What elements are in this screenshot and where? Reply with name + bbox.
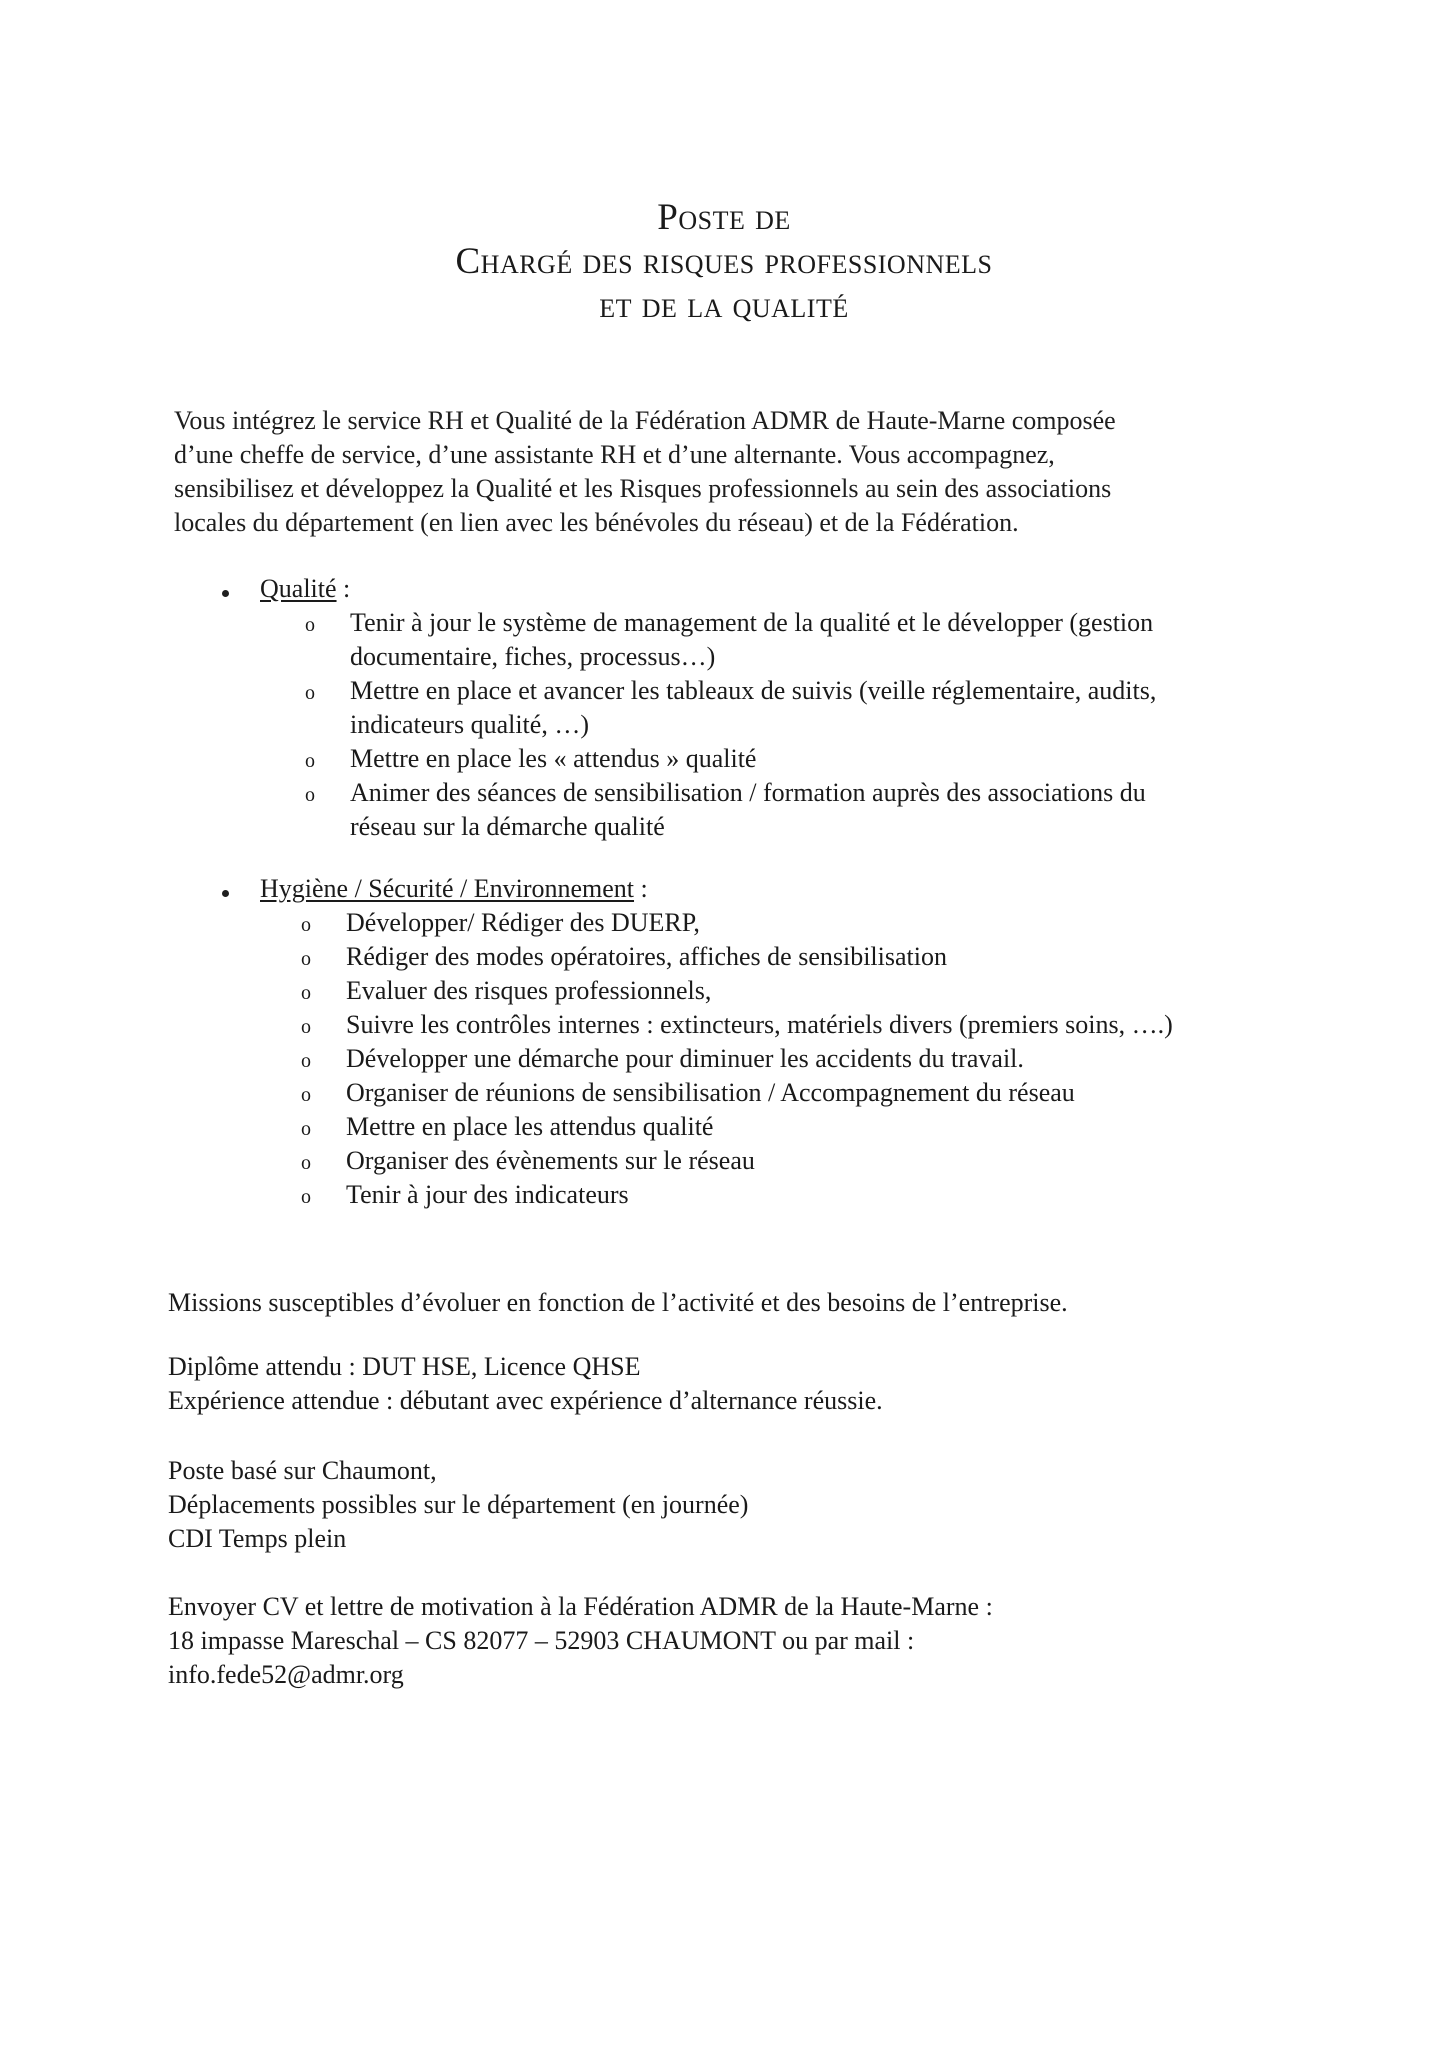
circle-bullet-icon: o	[305, 784, 315, 806]
missions-text: Missions susceptibles d’évoluer en fonction de l’activité et des besoins de l’entreprise.	[168, 1288, 1068, 1317]
list-item: o Organiser des évènements sur le réseau	[346, 1144, 1173, 1178]
bullet-icon	[222, 890, 229, 897]
list-item: o Evaluer des risques professionnels,	[346, 974, 1173, 1008]
title-line-3: et de la qualité	[599, 285, 849, 326]
list-item: o Tenir à jour le système de management de la qualité et le développer (gestion documentaire, fiches, processus…)	[305, 608, 1154, 671]
experience-text: Expérience attendue : débutant avec expérience d’alternance réussie.	[168, 1386, 883, 1415]
title-line-2: Chargé des risques professionnels	[455, 241, 993, 282]
list-item: o Développer/ Rédiger des DUERP,	[346, 906, 1173, 940]
list-item: o Tenir à jour des indicateurs	[346, 1178, 1173, 1212]
diplome-text: Diplôme attendu : DUT HSE, Licence QHSE	[168, 1352, 641, 1381]
bullet-icon	[222, 590, 229, 597]
circle-bullet-icon: o	[301, 1050, 311, 1072]
list-item: o Rédiger des modes opératoires, affiches de sensibilisation	[346, 940, 1173, 974]
intro-line: locales du département (en lien avec les bénévoles du réseau) et de la Fédération.	[174, 508, 1019, 537]
address-line: 18 impasse Mareschal – CS 82077 – 52903 CHAUMONT ou par mail :	[168, 1626, 915, 1655]
title-line-1: Poste de	[657, 197, 791, 238]
contrat-text: CDI Temps plein	[168, 1524, 347, 1553]
circle-bullet-icon: o	[301, 1186, 311, 1208]
list-item: o Organiser de réunions de sensibilisation / Accompagnement du réseau	[346, 1076, 1173, 1110]
circle-bullet-icon: o	[301, 982, 311, 1004]
list-item: o Animer des séances de sensibilisation / formation auprès des associations du réseau sur la démarche qualité	[305, 778, 1146, 841]
deplacements-text: Déplacements possibles sur le département (en journée)	[168, 1490, 749, 1519]
circle-bullet-icon: o	[301, 1152, 311, 1174]
circle-bullet-icon: o	[305, 682, 315, 704]
circle-bullet-icon: o	[301, 948, 311, 970]
intro-paragraph	[174, 404, 1116, 540]
section-heading-qualite: Qualité :	[260, 574, 351, 603]
circle-bullet-icon: o	[301, 1084, 311, 1106]
email-link[interactable]: info.fede52@admr.org	[168, 1660, 404, 1689]
list-item: o Mettre en place et avancer les tableaux de suivis (veille réglementaire, audits, indicateurs qualité, …)	[305, 676, 1157, 739]
contact-line: Envoyer CV et lettre de motivation à la Fédération ADMR de la Haute-Marne :	[168, 1592, 993, 1621]
circle-bullet-icon: o	[305, 614, 315, 636]
intro-line: d’une cheffe de service, d’une assistante RH et d’une alternante. Vous accompagnez,	[174, 440, 1055, 469]
qualite-list	[305, 606, 1157, 844]
intro-line: sensibilisez et développez la Qualité et les Risques professionnels au sein des associations	[174, 474, 1112, 503]
job-title	[0, 196, 1448, 328]
section-heading-hse: Hygiène / Sécurité / Environnement :	[260, 874, 648, 903]
intro-line: Vous intégrez le service RH et Qualité de la Fédération ADMR de Haute-Marne composée	[174, 406, 1116, 435]
list-item: o Développer une démarche pour diminuer les accidents du travail.	[346, 1042, 1173, 1076]
list-item: o Mettre en place les attendus qualité	[346, 1110, 1173, 1144]
list-item: o Mettre en place les « attendus » qualité	[350, 742, 1156, 776]
lieu-text: Poste basé sur Chaumont,	[168, 1456, 437, 1485]
list-item: o Suivre les contrôles internes : extincteurs, matériels divers (premiers soins, ….)	[346, 1008, 1173, 1042]
circle-bullet-icon: o	[301, 1118, 311, 1140]
circle-bullet-icon: o	[301, 1016, 311, 1038]
circle-bullet-icon: o	[305, 750, 315, 772]
hse-list	[301, 906, 1173, 1212]
circle-bullet-icon: o	[301, 914, 311, 936]
